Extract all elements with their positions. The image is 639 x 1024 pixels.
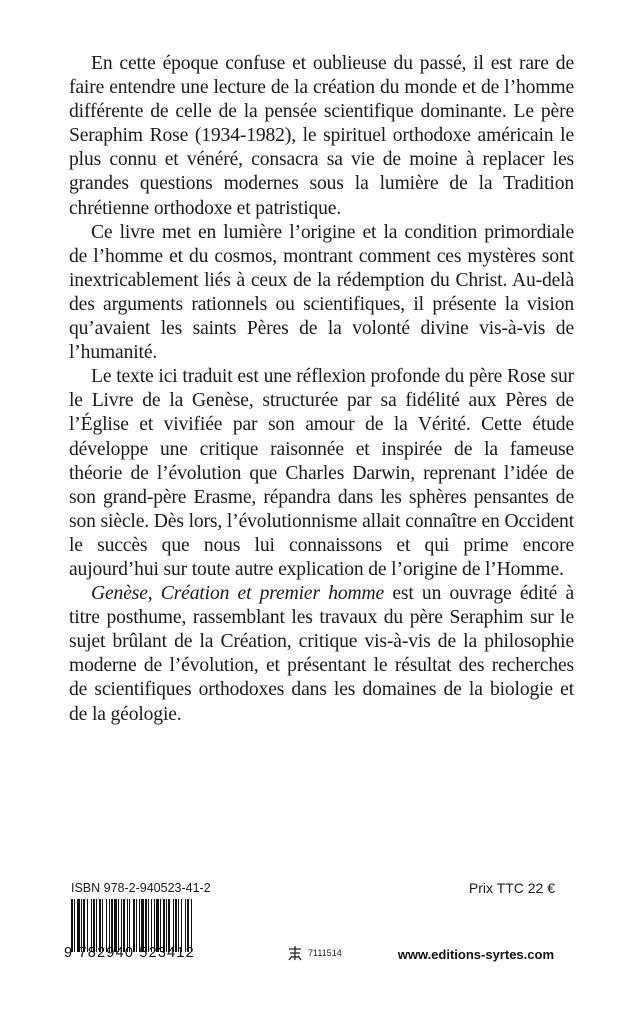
book-title-italic: Genèse, Création et premier homme xyxy=(91,583,385,605)
publisher-website: www.editions-syrtes.com xyxy=(397,947,554,962)
paragraph-1: En cette époque confuse et oublieuse du passé, il est rare de faire entendre une lecture de la création du monde et de l’homme différente de celle de la pensée scientifique dominante. Le père Seraphim Rose (1934-1982), le spirituel orthodoxe américain le plus connu et vénéré, consacra sa vie de moine à replacer les grandes questions modernes sous la lumière de la Tradition chrétienne orthodoxe et patristique. xyxy=(69,53,574,219)
barcode-digits: 9 782940 523412 xyxy=(64,945,195,961)
isbn-label: ISBN 978-2-940523-41-2 xyxy=(71,881,211,895)
printer-logo-icon xyxy=(286,944,304,962)
printer-code: 7111514 xyxy=(308,948,342,958)
paragraph-2: Ce livre met en lumière l’origine et la condition primordiale de l’homme et du cosmos, montrant comment ces mystères sont inextricablement liés à ceux de la rédemption du Christ. Au-delà des arguments rationnels ou scientifiques, il présente la vision qu’avaient les saints Pères de la volonté divine vis-à-vis de l’humanité. xyxy=(69,221,574,364)
paragraph-3: Le texte ici traduit est une réflexion profonde du père Rose sur le Livre de la Genèse, structurée par sa fidélité aux Pères de l’Église et vivifiée par son amour de la Vérité. Cette étude développe une critique raisonnée et inspirée de la fameuse théorie de l’évolution que Charles Darwin, reprenant l’idée de son grand-père Erasme, répandra dans les sphères pensantes de son siècle. Dès lors, l’évolutionnisme allait connaître en Occident le succès que nous lui connaissons et qui prime encore aujourd’hui sur toute autre explication de l’origine de l’Homme. xyxy=(69,366,574,580)
paragraph-4 xyxy=(69,582,574,727)
price-label: Prix TTC 22 € xyxy=(468,880,555,896)
paragraph-4-rest: est un ouvrage édité à titre posthume, rassemblant les travaux du père Seraphim sur le sujet brûlant de la Création, critique vis-à-vis de la philosophie moderne de l’évolution, et présentant le résultat des recherches de scientifiques orthodoxes dans les domaines de la biologie et de la géologie. xyxy=(69,583,574,725)
back-cover-text xyxy=(69,52,574,727)
printer-mark xyxy=(286,944,342,962)
